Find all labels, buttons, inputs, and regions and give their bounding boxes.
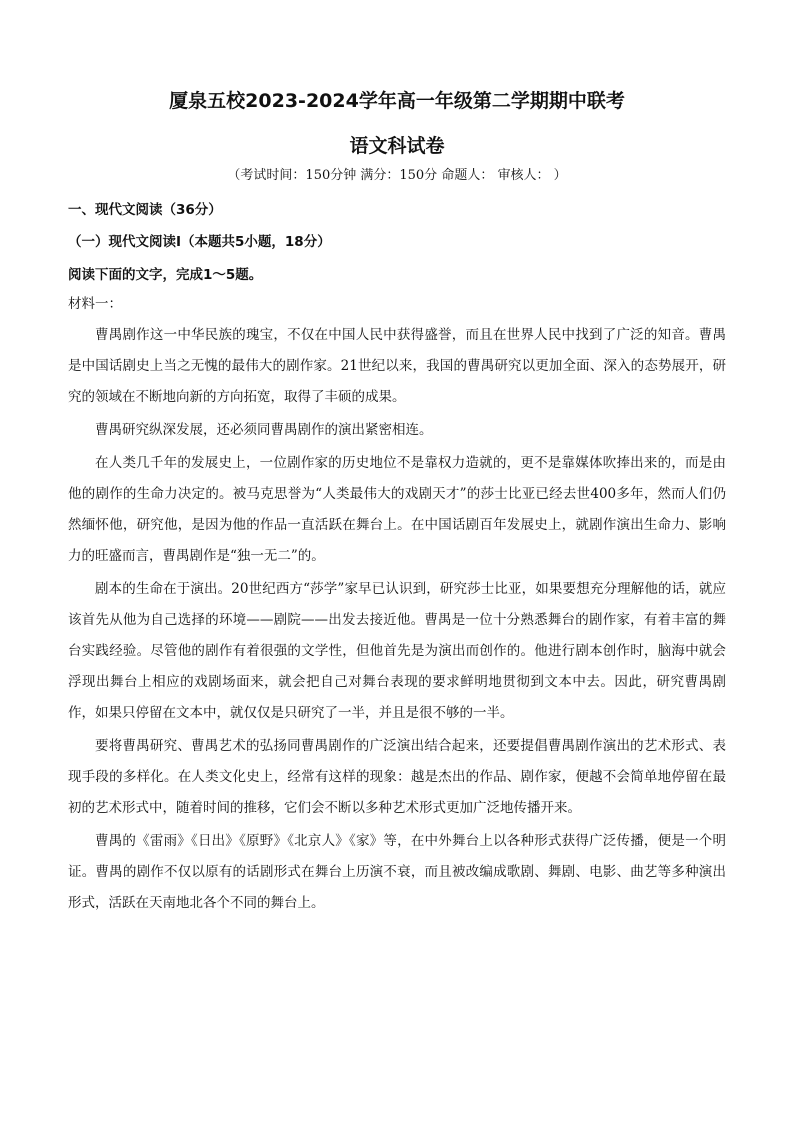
exam-subject: 语文科试卷 [349, 135, 445, 157]
instruction: 阅读下面的文字，完成1～5题。 [68, 267, 263, 283]
paragraph: 剧本的生命在于演出。20世纪西方“莎学”家早已认识到，研究莎士比亚，如果要想充分理解他的话，就应该首先从他为自己选择的环境——剧院——出发去接近他。曹禺是一位十分熟悉舞台的剧作家，有着丰富的舞台实践经验。尽管他的剧作有着很强的文学性，但他首先是为演出而创作的。他进行剧本创作时，脑海中就会浮现出舞台上相应的戏剧场面来，就会把自己对舞台表现的要求鲜明地贯彻到文本中去。因此，研究曹禺剧作，如果只停留在文本中，就仅仅是只研究了一半，并且是很不够的一半。 [68, 581, 726, 721]
paragraph: 在人类几千年的发展史上，一位剧作家的历史地位不是靠权力造就的，更不是靠媒体吹捧出来的，而是由他的剧作的生命力决定的。被马克思誉为“人类最伟大的戏剧天才”的莎士比亚已经去世400多年，然而人们仍然缅怀他，研究他，是因为他的作品一直活跃在舞台上。在中国话剧百年发展史上，就剧作演出生命力、影响力的旺盛而言，曹禺剧作是“独一无二”的。 [68, 455, 726, 564]
paragraph: 曹禺研究纵深发展，还必须同曹禺剧作的演出紧密相连。 [95, 422, 433, 438]
paragraph: 要将曹禺研究、曹禺艺术的弘扬同曹禺剧作的广泛演出结合起来，还要提倡曹禺剧作演出的艺术形式、表现手段的多样化。在人类文化史上，经常有这样的现象：越是杰出的作品、剧作家，便越不会简单地停留在最初的艺术形式中，随着时间的推移，它们会不断以多种艺术形式更加广泛地传播开来。 [68, 738, 726, 816]
subsection-heading: （一）现代文阅读Ⅰ（本题共5小题，18分） [68, 234, 331, 250]
paragraph: 曹禺的《雷雨》《日出》《原野》《北京人》《家》等，在中外舞台上以各种形式获得广泛传播，便是一个明证。曹禺的剧作不仅以原有的话剧形式在舞台上历演不衰，而且被改编成歌剧、舞剧、电影、曲艺等多种演出形式，活跃在天南地北各个不同的舞台上。 [68, 833, 726, 911]
passage [68, 320, 726, 921]
material-label: 材料一： [68, 296, 122, 312]
exam-info: （考试时间：150分钟 满分：150分 命题人： 审核人： ） [227, 168, 567, 183]
section-heading: 一、现代文阅读（36分） [68, 202, 222, 218]
paragraph: 曹禺剧作这一中华民族的瑰宝，不仅在中国人民中获得盛誉，而且在世界人民中找到了广泛的知音。曹禺是中国话剧史上当之无愧的最伟大的剧作家。21世纪以来，我国的曹禺研究以更加全面、深入的态势展开，研究的领域在不断地向新的方向拓宽，取得了丰硕的成果。 [68, 327, 726, 405]
exam-title: 厦泉五校2023-2024学年高一年级第二学期期中联考 [169, 90, 625, 112]
